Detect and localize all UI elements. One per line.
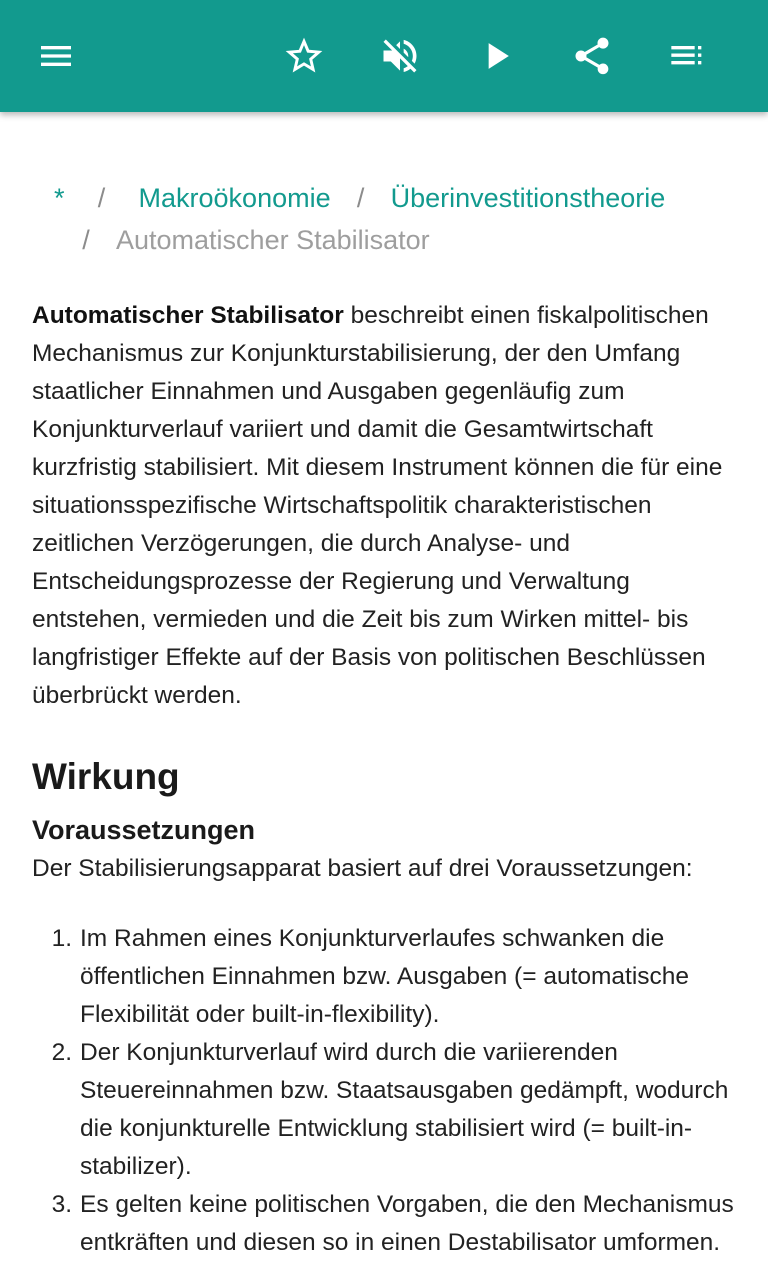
volume-off-icon bbox=[378, 34, 422, 78]
definition-text: beschreibt einen fiskalpolitischen Mechanismus zur Konjunkturstabilisierung, der den Umfang staatlicher Einnahmen und Ausgaben gegenläufig zum Konjunkturverlauf variiert und damit die Gesamtwirtschaft kurzfristig stabilisiert. Mit diesem Instrument können die für eine situationsspezifische Wirtschaftspolitik charakteristischen zeitlichen Verzögerungen, die durch Analyse- und Entscheidungsprozesse der Regierung und Verwaltung entstehen, vermieden und die Zeit bis zum Wirken mittel- bis langfristiger Effekte auf der Basis von politischen Beschlüssen überbrückt werden. bbox=[32, 302, 723, 709]
play-button[interactable] bbox=[460, 20, 532, 92]
breadcrumb-link-makrooekonomie[interactable]: Makroökonomie bbox=[138, 183, 331, 213]
breadcrumb-current: Automatischer Stabilisator bbox=[116, 225, 430, 255]
list-intro: Der Stabilisierungsapparat basiert auf drei Voraussetzungen: bbox=[32, 855, 693, 882]
breadcrumb-separator: / bbox=[82, 225, 90, 255]
list-item-text: Der Konjunkturverlauf wird durch die variierenden Steuereinnahmen bzw. Staatsausgaben gedämpft, wodurch die konjunkturelle Entwicklung stabilisiert wird (= built-in-stabilizer). bbox=[80, 1039, 729, 1180]
playlist-icon bbox=[668, 36, 708, 76]
breadcrumb-root-link[interactable]: * bbox=[54, 183, 65, 213]
definition-term: Automatischer Stabilisator bbox=[32, 302, 344, 329]
section-title: Wirkung bbox=[32, 756, 180, 797]
list-item-number: 3. bbox=[51, 1191, 72, 1218]
breadcrumb-link-ueberinvestitionstheorie[interactable]: Überinvestitionstheorie bbox=[390, 183, 666, 213]
share-icon bbox=[570, 34, 614, 78]
list-item-text: Es gelten keine politischen Vorgaben, die den Mechanismus entkräften und diesen so in einen Destabilisator umformen. bbox=[80, 1191, 734, 1256]
share-button[interactable] bbox=[556, 20, 628, 92]
list-item bbox=[32, 1034, 742, 1186]
menu-icon bbox=[36, 36, 76, 76]
list-item-number: 1. bbox=[51, 925, 72, 952]
definition-paragraph bbox=[32, 297, 742, 715]
breadcrumb-separator: / bbox=[356, 183, 365, 213]
mute-button[interactable] bbox=[364, 20, 436, 92]
article-content bbox=[0, 112, 768, 1280]
favorite-button[interactable] bbox=[268, 20, 340, 92]
star-outline-icon bbox=[282, 34, 326, 78]
contents-button[interactable] bbox=[652, 20, 724, 92]
breadcrumb-row-2 bbox=[76, 219, 430, 261]
breadcrumb-separator: / bbox=[97, 183, 106, 213]
subsection-title: Voraussetzungen bbox=[32, 815, 256, 845]
play-icon bbox=[474, 34, 518, 78]
list-item bbox=[32, 920, 742, 1034]
list-item-text: Im Rahmen eines Konjunkturverlaufes schwanken die öffentlichen Einnahmen bzw. Ausgaben (= automatische Flexibilität oder built-in-flexibility). bbox=[80, 925, 690, 1028]
requirements-list bbox=[32, 920, 742, 1262]
breadcrumb-row-1 bbox=[54, 177, 665, 219]
app-toolbar bbox=[0, 0, 768, 112]
list-item-number: 2. bbox=[51, 1039, 72, 1066]
list-item bbox=[32, 1186, 742, 1262]
menu-button[interactable] bbox=[20, 20, 92, 92]
